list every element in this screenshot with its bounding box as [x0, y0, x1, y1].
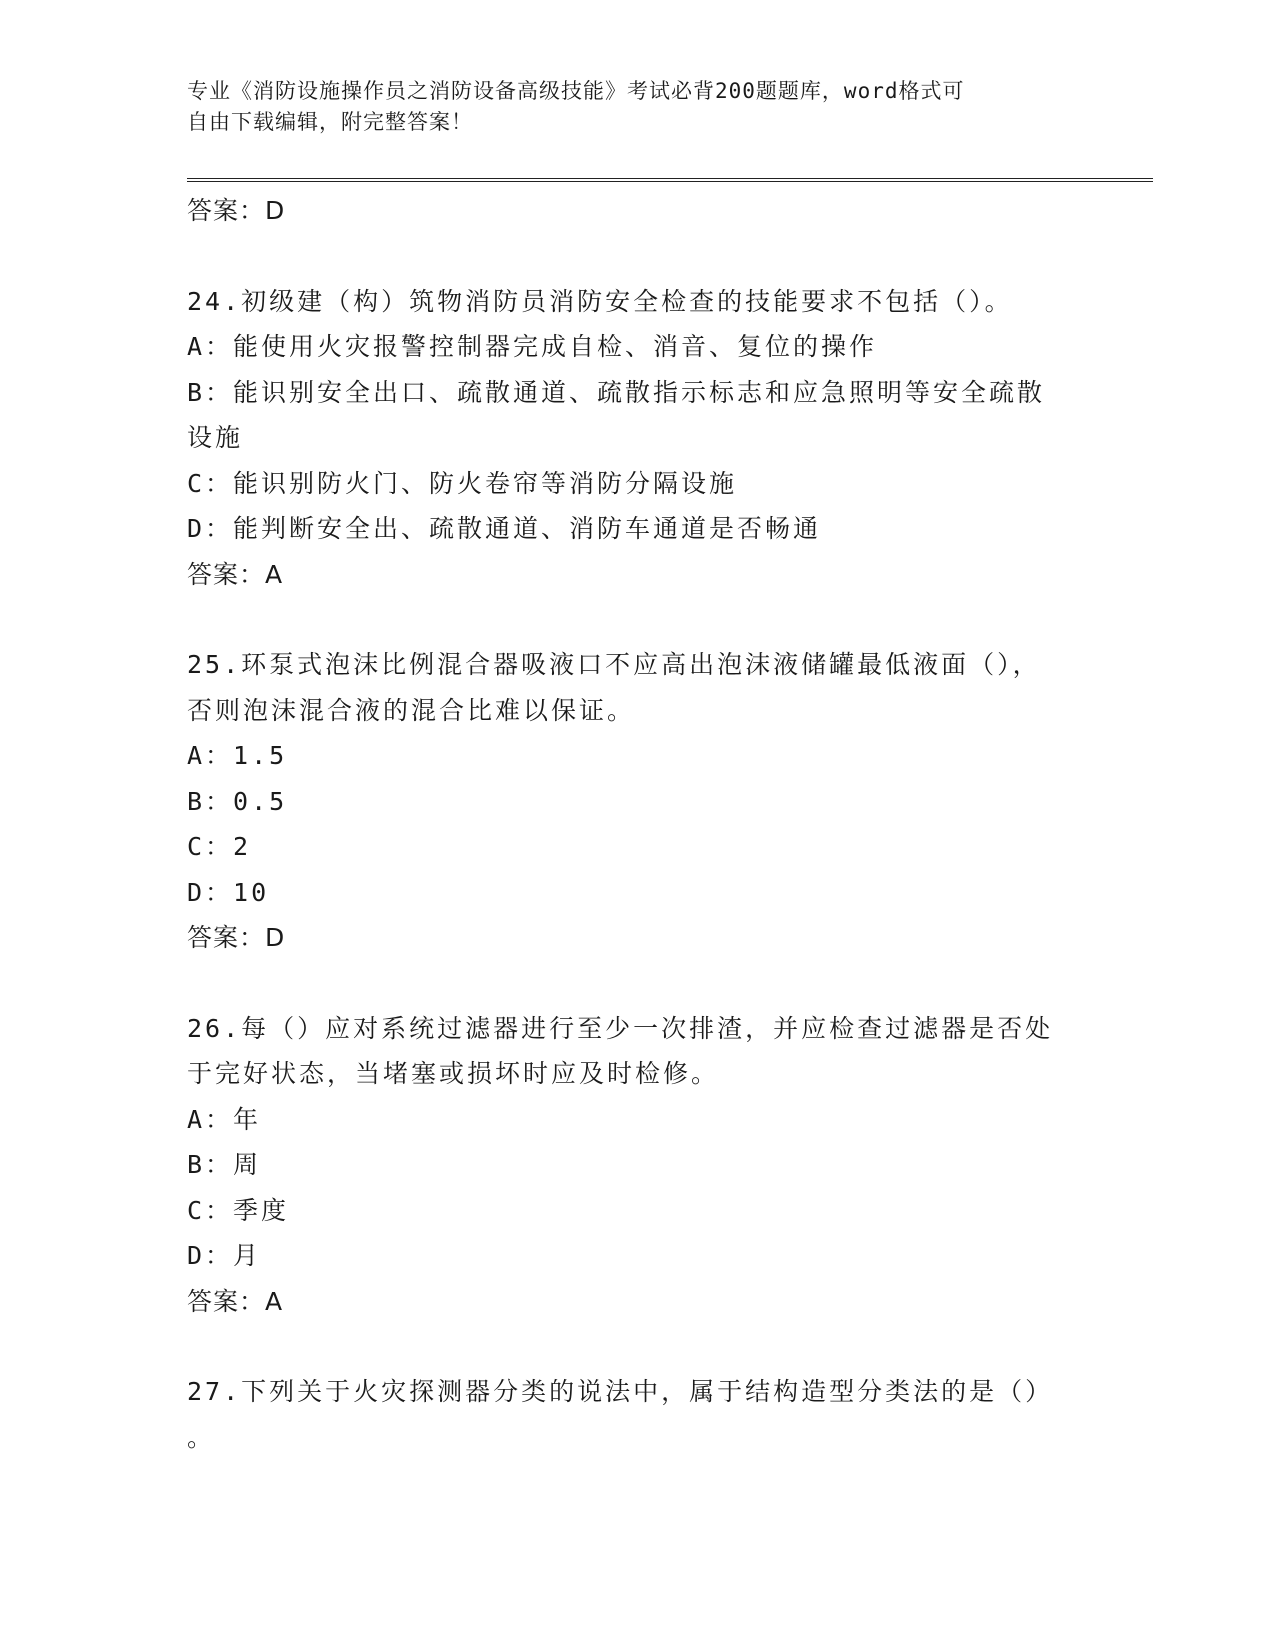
- option-d: D：10: [187, 877, 270, 907]
- spacer: [187, 1324, 1067, 1369]
- option-b: B：周: [187, 1150, 262, 1179]
- question-block: [187, 642, 1067, 961]
- question-stem: 24.初级建（构）筑物消防员消防安全检查的技能要求不包括（）。: [187, 286, 1013, 316]
- question-list: [187, 188, 1067, 1460]
- question-stem: 27.下列关于火灾探测器分类的说法中，属于结构造型分类法的是（）: [187, 1377, 1054, 1406]
- question-stem-continued: 否则泡沫混合液的混合比难以保证。: [187, 695, 636, 725]
- option-b: B：能识别安全出口、疏散通道、疏散指示标志和应急照明等安全疏散: [187, 377, 1046, 407]
- question-stem-continued: 。: [187, 1422, 216, 1452]
- option-a: A：年: [187, 1104, 262, 1134]
- document-header: [187, 76, 1067, 138]
- answer-line: 答案：A: [187, 1286, 284, 1316]
- option-c: C：2: [187, 832, 252, 861]
- option-a: A：1.5: [187, 741, 288, 770]
- spacer: [187, 961, 1067, 1006]
- question-block: [187, 279, 1067, 598]
- spacer: [187, 234, 1067, 279]
- header-divider: [187, 178, 1153, 182]
- question-stem: 25.环泵式泡沫比例混合器吸液口不应高出泡沫液储罐最低液面（），: [187, 650, 1041, 679]
- option-a: A：能使用火灾报警控制器完成自检、消音、复位的操作: [187, 332, 878, 361]
- answer-line: 答案：A: [187, 559, 284, 589]
- answer-line: 答案：D: [187, 196, 286, 225]
- spacer: [187, 597, 1067, 642]
- option-b: B：0.5: [187, 786, 288, 816]
- header-line-1: 专业《消防设施操作员之消防设备高级技能》考试必背200题题库，word格式可: [187, 79, 965, 103]
- header-line-2: 自由下载编辑，附完整答案！: [187, 110, 473, 134]
- answer-line: 答案：D: [187, 923, 286, 952]
- option-c: C：季度: [187, 1195, 290, 1225]
- question-stem: 26.每（）应对系统过滤器进行至少一次排渣，并应检查过滤器是否处: [187, 1013, 1054, 1043]
- question-stem-continued: 于完好状态，当堵塞或损坏时应及时检修。: [187, 1059, 720, 1088]
- question-block: [187, 1006, 1067, 1325]
- option-b-continued: 设施: [187, 423, 244, 452]
- option-c: C：能识别防火门、防火卷帘等消防分隔设施: [187, 468, 738, 498]
- option-d: D：能判断安全出、疏散通道、消防车通道是否畅通: [187, 514, 822, 543]
- question-block: [187, 1369, 1067, 1460]
- option-d: D：月: [187, 1241, 262, 1270]
